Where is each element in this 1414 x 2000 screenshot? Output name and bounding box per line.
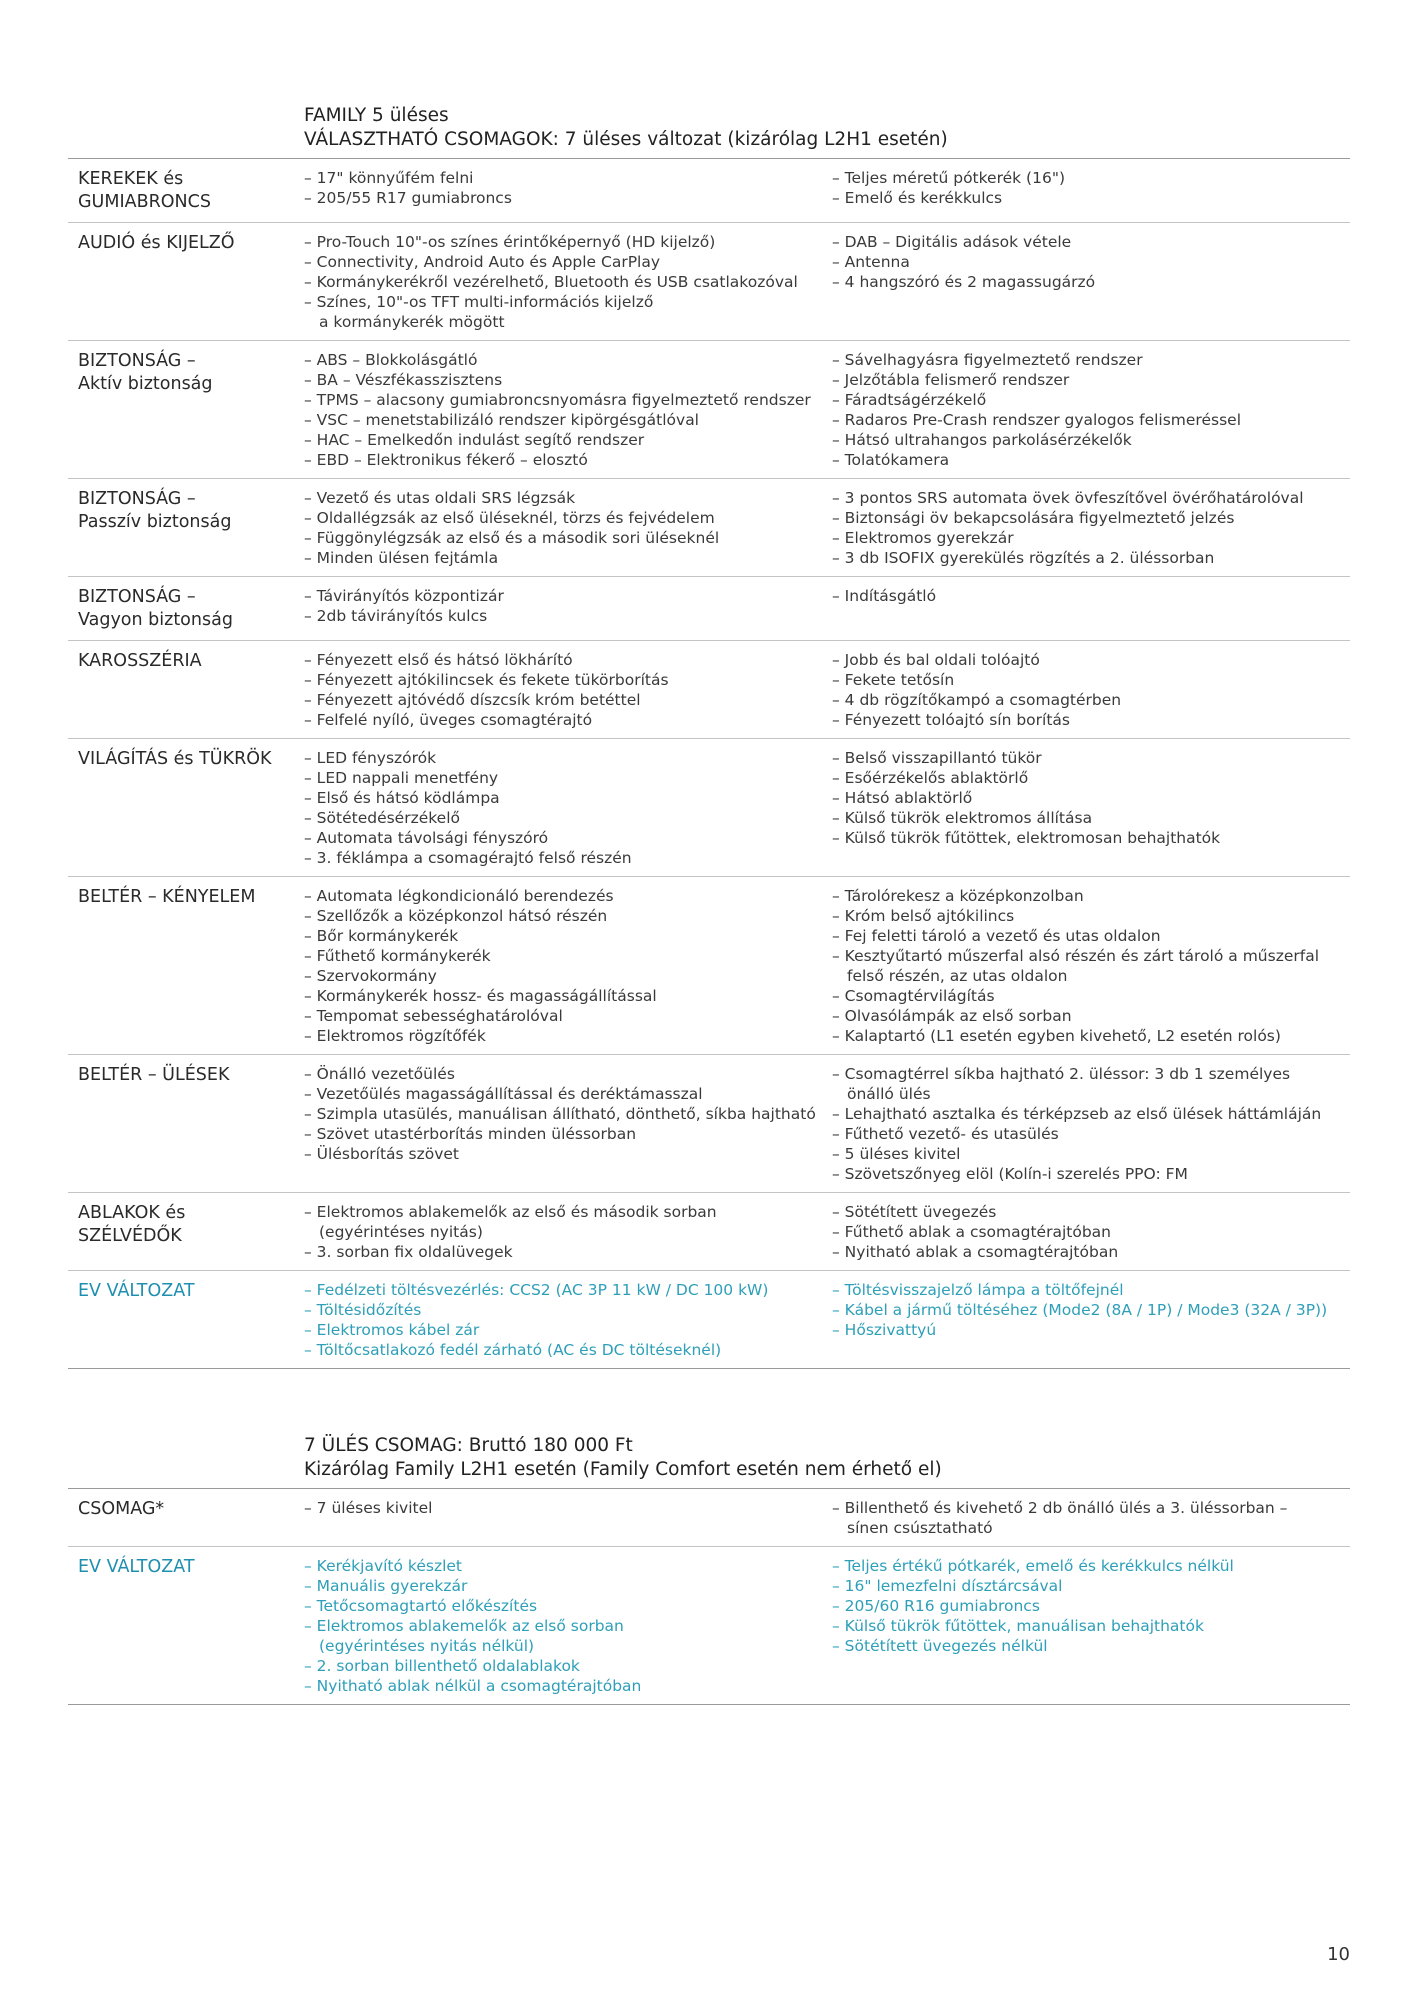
section-heading: [68, 104, 1350, 152]
list-item: – Kesztyűtartó műszerfal alsó részén és zárt tároló a műszerfal: [832, 947, 1320, 965]
table-row: [68, 1193, 1350, 1271]
list-item: – VSC – menetstabilizáló rendszer kipörgésgátlóval: [304, 411, 699, 429]
category-line: AUDIÓ és KIJELZŐ: [78, 233, 235, 253]
list-item: – Csomagtérvilágítás: [832, 987, 995, 1005]
category-line: KAROSSZÉRIA: [78, 651, 202, 671]
list-item: – Belső visszapillantó tükör: [832, 749, 1042, 767]
list-item: – Színes, 10"-os TFT multi-információs kijelző: [304, 293, 654, 311]
list-item: – DAB – Digitális adások vétele: [832, 233, 1072, 251]
list-item: – Fényezett ajtóvédő díszcsík króm betéttel: [304, 691, 641, 709]
section-7-seat-package: [68, 1434, 1350, 1705]
row-category: [68, 886, 304, 1046]
list-item: – Lehajtható asztalka és térképzseb az első ülések háttámláján: [832, 1105, 1322, 1123]
feature-list-right: [832, 886, 1350, 1046]
list-item: – Automata távolsági fényszóró: [304, 829, 549, 847]
feature-list-left: [304, 1064, 832, 1184]
list-item: – Sötétített üvegezés nélkül: [832, 1637, 1048, 1655]
heading-line-1: FAMILY 5 üléses: [304, 105, 449, 126]
list-item: – Emelő és kerékkulcs: [832, 189, 1003, 207]
list-item: – Önálló vezetőülés: [304, 1065, 455, 1083]
table-row: [68, 159, 1350, 223]
table-row: [68, 341, 1350, 479]
feature-list-left: [304, 1202, 832, 1262]
list-item: – Fűthető kormánykerék: [304, 947, 491, 965]
list-item: – Pro-Touch 10"-os színes érintőképernyő (HD kijelző): [304, 233, 716, 251]
list-item: – Biztonsági öv bekapcsolására figyelmeztető jelzés: [832, 509, 1235, 527]
list-item: – Jobb és bal oldali tolóajtó: [832, 651, 1040, 669]
list-item: – Oldallégzsák az első üléseknél, törzs és fejvédelem: [304, 509, 715, 527]
list-item: – 4 hangszóró és 2 magassugárzó: [832, 273, 1096, 291]
list-item: – Elektromos rögzítőfék: [304, 1027, 486, 1045]
list-item: – Szellőzők a középkonzol hátsó részén: [304, 907, 608, 925]
table-row: [68, 1489, 1350, 1547]
list-item: – BA – Vészfékasszisztens: [304, 371, 503, 389]
list-item: – 3. féklámpa a csomagérajtó felső részén: [304, 849, 632, 867]
table-row: [68, 1547, 1350, 1705]
list-item: – Billenthető és kivehető 2 db önálló ülés a 3. üléssorban –: [832, 1499, 1288, 1517]
list-item: (egyérintéses nyitás): [319, 1223, 483, 1241]
row-category: [68, 350, 304, 470]
feature-list-left: [304, 350, 832, 470]
category-line: BIZTONSÁG –: [78, 587, 196, 607]
list-item: – Tárolórekesz a középkonzolban: [832, 887, 1084, 905]
table-row: [68, 739, 1350, 877]
category-line: CSOMAG*: [78, 1499, 165, 1519]
list-item: – Külső tükrök elektromos állítása: [832, 809, 1093, 827]
category-line: ABLAKOK és: [78, 1203, 186, 1223]
list-item: – 5 üléses kivitel: [832, 1145, 961, 1163]
list-item: – Ülésborítás szövet: [304, 1145, 459, 1163]
category-line: SZÉLVÉDŐK: [78, 1226, 182, 1246]
list-item: – Radaros Pre-Crash rendszer gyalogos felismeréssel: [832, 411, 1241, 429]
table-row: [68, 479, 1350, 577]
list-item: – Elektromos gyerekzár: [832, 529, 1014, 547]
list-item: – Elektromos ablakemelők az első sorban: [304, 1617, 624, 1635]
list-item: – Jelzőtábla felismerő rendszer: [832, 371, 1070, 389]
table-row: [68, 1271, 1350, 1369]
list-item: – Fényezett első és hátsó lökhárító: [304, 651, 573, 669]
list-item: – Teljes méretű pótkerék (16"): [832, 169, 1066, 187]
feature-list-left: [304, 232, 832, 332]
category-line: BIZTONSÁG –: [78, 489, 196, 509]
list-item: felső részén, az utas oldalon: [847, 967, 1068, 985]
list-item: – Tetőcsomagtartó előkészítés: [304, 1597, 538, 1615]
list-item: – Sávelhagyásra figyelmeztető rendszer: [832, 351, 1143, 369]
row-category: [68, 1064, 304, 1184]
list-item: – EBD – Elektronikus fékerő – elosztó: [304, 451, 588, 469]
list-item: – Connectivity, Android Auto és Apple CarPlay: [304, 253, 661, 271]
category-line: EV VÁLTOZAT: [78, 1281, 195, 1301]
feature-list-right: [832, 586, 1350, 632]
feature-list-right: [832, 1556, 1350, 1696]
feature-list-right: [832, 232, 1350, 332]
list-item: – 205/55 R17 gumiabroncs: [304, 189, 512, 207]
list-item: önálló ülés: [847, 1085, 931, 1103]
list-item: – Függönylégzsák az első és a második sori üléseknél: [304, 529, 720, 547]
list-item: – Fűthető ablak a csomagtérajtóban: [832, 1223, 1111, 1241]
list-item: – 205/60 R16 gumiabroncs: [832, 1597, 1040, 1615]
list-item: – Felfelé nyíló, üveges csomagtérajtó: [304, 711, 593, 729]
feature-list-right: [832, 1498, 1350, 1538]
list-item: – 3. sorban fix oldalüvegek: [304, 1243, 513, 1261]
list-item: – Tolatókamera: [832, 451, 950, 469]
list-item: – 3 pontos SRS automata övek övfeszítővel övérőhatárolóval: [832, 489, 1304, 507]
list-item: – Fekete tetősín: [832, 671, 955, 689]
list-item: – Manuális gyerekzár: [304, 1577, 468, 1595]
row-category: [68, 586, 304, 632]
section-heading: [68, 1434, 1350, 1482]
list-item: – Nyitható ablak a csomagtérajtóban: [832, 1243, 1119, 1261]
list-item: – Fedélzeti töltésvezérlés: CCS2 (AC 3P 11 kW / DC 100 kW): [304, 1281, 769, 1299]
list-item: – Bőr kormánykerék: [304, 927, 459, 945]
table-row: [68, 1055, 1350, 1193]
feature-list-right: [832, 1280, 1350, 1360]
category-line: GUMIABRONCS: [78, 192, 211, 212]
list-item: – Csomagtérrel síkba hajtható 2. üléssor: 3 db 1 személyes: [832, 1065, 1291, 1083]
list-item: – LED nappali menetfény: [304, 769, 499, 787]
feature-list-left: [304, 650, 832, 730]
list-item: – Fáradtságérzékelő: [832, 391, 987, 409]
category-line: EV VÁLTOZAT: [78, 1557, 195, 1577]
feature-list-left: [304, 1280, 832, 1360]
list-item: – Elektromos ablakemelők az első és második sorban: [304, 1203, 717, 1221]
row-category: [68, 488, 304, 568]
list-item: – 4 db rögzítőkampó a csomagtérben: [832, 691, 1122, 709]
list-item: – Minden ülésen fejtámla: [304, 549, 499, 567]
list-item: – Kormánykerékről vezérelhető, Bluetooth és USB csatlakozóval: [304, 273, 798, 291]
list-item: – Esőérzékelős ablaktörlő: [832, 769, 1029, 787]
row-category: [68, 1202, 304, 1262]
feature-list-left: [304, 1498, 832, 1538]
category-line: Passzív biztonság: [78, 512, 232, 532]
list-item: – 3 db ISOFIX gyerekülés rögzítés a 2. üléssorban: [832, 549, 1215, 567]
feature-list-left: [304, 1556, 832, 1696]
list-item: – Sötétedésérzékelő: [304, 809, 461, 827]
list-item: – Teljes értékű pótkarék, emelő és kerékkulcs nélkül: [832, 1557, 1234, 1575]
list-item: – Tempomat sebességhatárolóval: [304, 1007, 563, 1025]
list-item: – Nyitható ablak nélkül a csomagtérajtóban: [304, 1677, 642, 1695]
list-item: – Króm belső ajtókilincs: [832, 907, 1015, 925]
list-item: – Kábel a jármű töltéséhez (Mode2 (8A / 1P) / Mode3 (32A / 3P)): [832, 1301, 1328, 1319]
page-number: 10: [1327, 1944, 1350, 1965]
row-category: [68, 1556, 304, 1696]
feature-list-right: [832, 350, 1350, 470]
list-item: – Fényezett tolóajtó sín borítás: [832, 711, 1070, 729]
table-row: [68, 577, 1350, 641]
list-item: (egyérintéses nyitás nélkül): [319, 1637, 535, 1655]
row-category: [68, 748, 304, 868]
category-line: KEREKEK és: [78, 169, 184, 189]
list-item: a kormánykerék mögött: [319, 313, 505, 331]
category-line: BIZTONSÁG –: [78, 351, 196, 371]
feature-list-left: [304, 168, 832, 214]
feature-list-right: [832, 488, 1350, 568]
list-item: – Szimpla utasülés, manuálisan állítható, dönthető, síkba hajtható: [304, 1105, 816, 1123]
row-category: [68, 232, 304, 332]
list-item: – Fűthető vezető- és utasülés: [832, 1125, 1059, 1143]
list-item: – Távirányítós központizár: [304, 587, 504, 605]
row-category: [68, 1498, 304, 1538]
list-item: – 16" lemezfelni dísztárcsával: [832, 1577, 1063, 1595]
list-item: – Szövetszőnyeg elöl (Kolín-i szerelés PPO: FM: [832, 1165, 1188, 1183]
list-item: – Sötétített üvegezés: [832, 1203, 997, 1221]
feature-list-left: [304, 586, 832, 632]
feature-list-right: [832, 1202, 1350, 1262]
table-row: [68, 223, 1350, 341]
heading-line-1: 7 ÜLÉS CSOMAG: Bruttó 180 000 Ft: [304, 1435, 633, 1456]
list-item: – Elektromos kábel zár: [304, 1321, 480, 1339]
table-row: [68, 877, 1350, 1055]
list-item: – Fényezett ajtókilincsek és fekete tükörborítás: [304, 671, 669, 689]
list-item: – Hátsó ablaktörlő: [832, 789, 973, 807]
row-category: [68, 650, 304, 730]
list-item: – Vezető és utas oldali SRS légzsák: [304, 489, 576, 507]
feature-list-right: [832, 168, 1350, 214]
list-item: – Antenna: [832, 253, 910, 271]
feature-list-left: [304, 886, 832, 1046]
feature-list-left: [304, 488, 832, 568]
list-item: – ABS – Blokkolásgátló: [304, 351, 478, 369]
list-item: – 2. sorban billenthető oldalablakok: [304, 1657, 580, 1675]
list-item: – Automata légkondicionáló berendezés: [304, 887, 614, 905]
list-item: – Szövet utastérborítás minden üléssorban: [304, 1125, 637, 1143]
list-item: – Hátsó ultrahangos parkolásérzékelők: [832, 431, 1132, 449]
spec-table: [68, 159, 1350, 1369]
list-item: – 2db távirányítós kulcs: [304, 607, 488, 625]
list-item: – HAC – Emelkedőn indulást segítő rendszer: [304, 431, 645, 449]
list-item: – Indításgátló: [832, 587, 937, 605]
list-item: – Kalaptartó (L1 esetén egyben kivehető, L2 esetén rolós): [832, 1027, 1281, 1045]
list-item: – 17" könnyűfém felni: [304, 169, 474, 187]
feature-list-right: [832, 748, 1350, 868]
list-item: – Vezetőülés magasságállítással és deréktámasszal: [304, 1085, 703, 1103]
list-item: – LED fényszórók: [304, 749, 437, 767]
category-line: VILÁGÍTÁS és TÜKRÖK: [78, 749, 272, 769]
list-item: – Fej feletti tároló a vezető és utas oldalon: [832, 927, 1161, 945]
spec-table: [68, 1489, 1350, 1705]
row-category: [68, 168, 304, 214]
heading-line-2: VÁLASZTHATÓ CSOMAGOK: 7 üléses változat (kizárólag L2H1 esetén): [304, 129, 948, 150]
list-item: sínen csúsztatható: [847, 1519, 993, 1537]
list-item: – Töltésidőzítés: [304, 1301, 422, 1319]
row-category: [68, 1280, 304, 1360]
list-item: – Olvasólámpák az első sorban: [832, 1007, 1072, 1025]
list-item: – Szervokormány: [304, 967, 437, 985]
table-row: [68, 641, 1350, 739]
list-item: – Töltésvisszajelző lámpa a töltőfejnél: [832, 1281, 1124, 1299]
feature-list-left: [304, 748, 832, 868]
list-item: – 7 üléses kivitel: [304, 1499, 433, 1517]
list-item: – Töltőcsatlakozó fedél zárható (AC és DC töltéseknél): [304, 1341, 722, 1359]
list-item: – Első és hátsó ködlámpa: [304, 789, 500, 807]
category-line: BELTÉR – KÉNYELEM: [78, 887, 256, 907]
list-item: – TPMS – alacsony gumiabroncsnyomásra figyelmeztető rendszer: [304, 391, 811, 409]
section-family-5: [68, 104, 1350, 1369]
list-item: – Kerékjavító készlet: [304, 1557, 463, 1575]
feature-list-right: [832, 650, 1350, 730]
category-line: Vagyon biztonság: [78, 610, 233, 630]
list-item: – Külső tükrök fűtöttek, manuálisan behajthatók: [832, 1617, 1204, 1635]
list-item: – Hőszivattyú: [832, 1321, 937, 1339]
list-item: – Külső tükrök fűtöttek, elektromosan behajthatók: [832, 829, 1221, 847]
list-item: – Kormánykerék hossz- és magasságállítással: [304, 987, 657, 1005]
category-line: Aktív biztonság: [78, 374, 213, 394]
feature-list-right: [832, 1064, 1350, 1184]
category-line: BELTÉR – ÜLÉSEK: [78, 1065, 230, 1085]
heading-line-2: Kizárólag Family L2H1 esetén (Family Comfort esetén nem érhető el): [304, 1459, 942, 1480]
